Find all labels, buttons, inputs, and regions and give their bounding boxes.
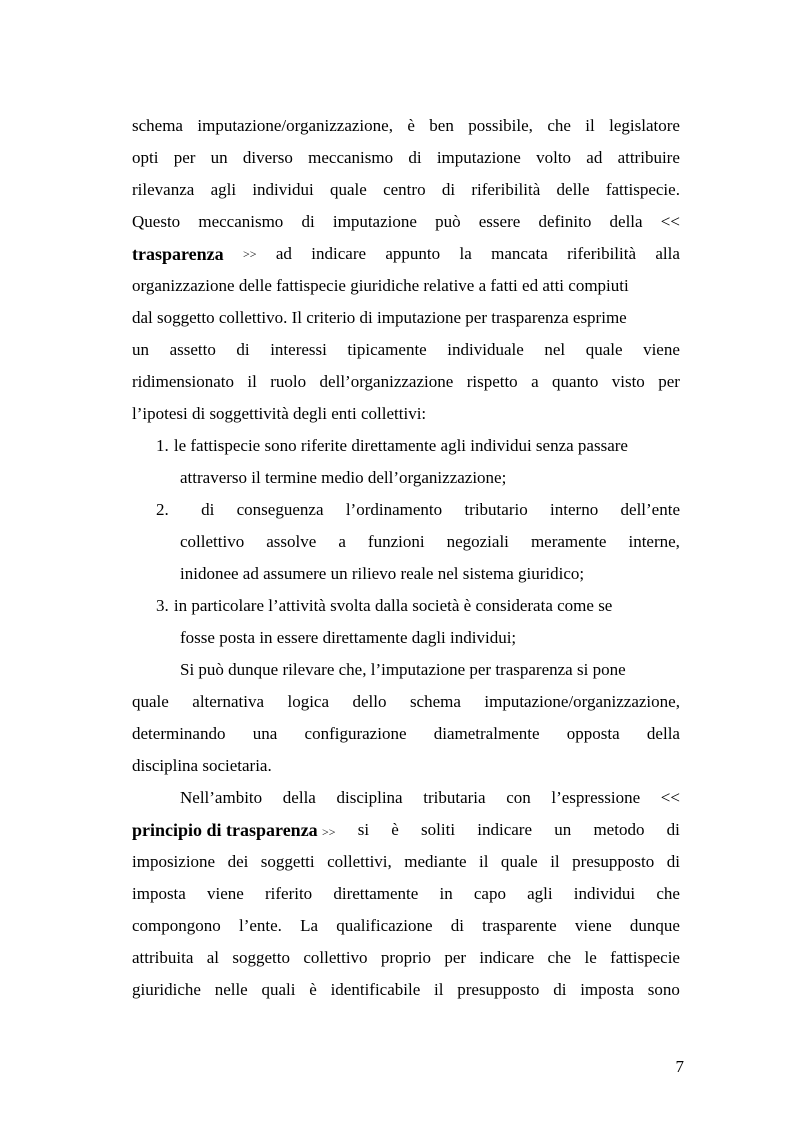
word: di <box>666 820 680 839</box>
text-line <box>132 526 680 558</box>
text-line <box>132 302 680 334</box>
word: per <box>658 372 680 391</box>
word: di <box>408 148 422 167</box>
list-number: 1. <box>156 436 169 455</box>
word: essere <box>478 212 521 231</box>
text-line <box>132 238 680 270</box>
word: di <box>441 180 456 199</box>
word: >> <box>321 825 336 839</box>
word: fattispecie. <box>605 180 680 199</box>
text-line <box>132 814 680 846</box>
word: attribuire <box>617 148 680 167</box>
word: assolve <box>266 532 317 551</box>
text-line <box>132 654 680 686</box>
text-line <box>132 462 680 494</box>
word: al <box>206 948 220 967</box>
word: l’ordinamento <box>345 500 443 519</box>
word: ben <box>429 116 454 135</box>
word: giuridiche <box>132 980 201 999</box>
word: ridimensionato <box>132 372 234 391</box>
word: dello <box>352 692 387 711</box>
word: conseguenza <box>236 500 324 519</box>
word: collettivo <box>303 948 368 967</box>
word: dell’organizzazione <box>319 372 454 391</box>
word: indicare <box>477 820 533 839</box>
word: una <box>252 724 278 743</box>
text-line <box>132 878 680 910</box>
word: proprio <box>380 948 431 967</box>
word: di <box>450 916 464 935</box>
word: collettivi, <box>327 852 392 871</box>
bold-term-group <box>132 814 335 846</box>
word: quale <box>500 852 538 871</box>
word: che <box>547 948 572 967</box>
text-line <box>132 206 680 238</box>
word: riferibilità <box>471 180 541 199</box>
text-line <box>132 398 680 430</box>
word: le fattispecie sono riferite direttamente agli individui senza passare <box>173 436 628 455</box>
word: ad <box>586 148 603 167</box>
word: mancata <box>491 244 548 263</box>
word: ad <box>275 244 292 263</box>
word: l’espressione <box>551 788 641 807</box>
text-line <box>132 142 680 174</box>
word: configurazione <box>304 724 407 743</box>
word: si <box>357 820 370 839</box>
word: che <box>656 884 680 903</box>
word: tributario <box>464 500 528 519</box>
word: soliti <box>421 820 456 839</box>
word: mediante <box>404 852 467 871</box>
word: rispetto <box>466 372 518 391</box>
word: in <box>439 884 453 903</box>
text-line <box>132 366 680 398</box>
word: un <box>132 340 149 359</box>
word: di <box>201 500 215 519</box>
paragraph-1 <box>132 110 680 430</box>
word: La <box>300 916 319 935</box>
text-line <box>132 334 680 366</box>
word: in particolare l’attività svolta dalla società è considerata come se <box>173 596 613 615</box>
word: presupposto <box>457 980 540 999</box>
word: un <box>554 820 572 839</box>
text-line <box>132 494 680 526</box>
word: la <box>459 244 472 263</box>
word: nel <box>544 340 566 359</box>
word: imposta <box>132 884 186 903</box>
word: alternativa <box>192 692 265 711</box>
text-line <box>132 974 680 1006</box>
word: direttamente <box>333 884 419 903</box>
text-line <box>132 430 680 462</box>
word: tributaria <box>423 788 486 807</box>
word: è <box>407 116 415 135</box>
word: principio di trasparenza <box>132 820 318 840</box>
word: dunque <box>629 916 680 935</box>
word: fosse posta in essere direttamente dagli individui; <box>180 628 517 647</box>
word: agli <box>210 180 237 199</box>
word: imposizione <box>132 852 216 871</box>
word: opti <box>132 148 159 167</box>
word: imputazione <box>436 148 521 167</box>
text-line <box>132 622 680 654</box>
word: compongono <box>132 916 221 935</box>
word: individui <box>573 884 636 903</box>
text-line <box>132 686 680 718</box>
word: dell’ente <box>620 500 680 519</box>
word: schema <box>409 692 461 711</box>
word: un <box>210 148 228 167</box>
word: individui <box>252 180 314 199</box>
word: centro <box>383 180 426 199</box>
word: negoziali <box>446 532 509 551</box>
word: soggetti <box>260 852 315 871</box>
word: attraverso il termine medio dell’organizzazione; <box>180 468 507 487</box>
word: quanto <box>552 372 599 391</box>
word: quale <box>330 180 367 199</box>
text-line <box>132 110 680 142</box>
word: assetto <box>169 340 216 359</box>
word: interessi <box>270 340 327 359</box>
word: capo <box>473 884 506 903</box>
word: Questo <box>132 212 181 231</box>
word: diverso <box>242 148 293 167</box>
word: fattispecie <box>610 948 680 967</box>
word: a <box>338 532 346 551</box>
word: rilevanza <box>132 180 195 199</box>
list-number: 3. <box>156 596 169 615</box>
word: quale <box>132 692 169 711</box>
text-line <box>132 910 680 942</box>
word: le <box>584 948 597 967</box>
word: meccanismo <box>308 148 394 167</box>
text-line <box>132 718 680 750</box>
word: di <box>301 212 315 231</box>
word: l’ipotesi di soggettività degli enti collettivi: <box>132 404 427 423</box>
word: Si può dunque rilevare che, l’imputazione per trasparenza si pone <box>180 660 626 679</box>
word: nelle <box>214 980 248 999</box>
word: ruolo <box>270 372 307 391</box>
word: di <box>553 980 567 999</box>
word: interne, <box>628 532 680 551</box>
word: imputazione/organizzazione, <box>197 116 393 135</box>
text-line <box>132 270 680 302</box>
word: volto <box>536 148 572 167</box>
text-line <box>132 846 680 878</box>
word: indicare <box>479 948 535 967</box>
word: identificabile <box>330 980 421 999</box>
word: trasparente <box>482 916 557 935</box>
word: definito <box>538 212 592 231</box>
word: soggetto <box>232 948 290 967</box>
list-number: 2. <box>156 500 169 519</box>
word: legislatore <box>609 116 680 135</box>
word: della <box>646 724 680 743</box>
word: della <box>609 212 643 231</box>
word: imputazione <box>332 212 417 231</box>
word: interno <box>550 500 599 519</box>
word: individuale <box>447 340 524 359</box>
word: per <box>444 948 467 967</box>
word: disciplina <box>336 788 403 807</box>
word: viene <box>574 916 612 935</box>
word: con <box>506 788 531 807</box>
text-line <box>132 174 680 206</box>
word: dal soggetto collettivo. Il criterio di imputazione per trasparenza esprime <box>132 308 627 327</box>
word: collettivo <box>180 532 245 551</box>
word: l’ente. <box>238 916 282 935</box>
numbered-list <box>132 430 680 654</box>
word: tipicamente <box>347 340 427 359</box>
page-body <box>132 110 680 1006</box>
word: attribuita <box>132 948 194 967</box>
word: imposta <box>580 980 635 999</box>
text-line <box>132 782 680 814</box>
word: il <box>247 372 257 391</box>
word: organizzazione delle fattispecie giuridiche relative a fatti ed atti compiuti <box>132 276 629 295</box>
word: diametralmente <box>433 724 540 743</box>
word: di <box>236 340 250 359</box>
paragraph-2 <box>132 654 680 782</box>
word: << <box>660 788 680 807</box>
text-line <box>132 750 680 782</box>
text-line <box>132 558 680 590</box>
word: riferibilità <box>567 244 637 263</box>
word: << <box>660 212 680 231</box>
word: può <box>435 212 461 231</box>
word: determinando <box>132 724 226 743</box>
word: imputazione/organizzazione, <box>484 692 680 711</box>
word: quali <box>261 980 296 999</box>
word: sono <box>647 980 680 999</box>
word: visto <box>611 372 645 391</box>
word: viene <box>643 340 680 359</box>
word: qualificazione <box>336 916 433 935</box>
word: alla <box>655 244 680 263</box>
page-number: 7 <box>675 1057 684 1076</box>
word: inidonee ad assumere un rilievo reale nel sistema giuridico; <box>180 564 585 583</box>
word: è <box>391 820 399 839</box>
word: schema <box>132 116 183 135</box>
word: di <box>666 852 680 871</box>
word: opposta <box>566 724 620 743</box>
word: agli <box>527 884 553 903</box>
word: indicare <box>311 244 367 263</box>
word: a <box>531 372 539 391</box>
word: trasparenza <box>132 244 224 264</box>
word: >> <box>243 247 257 261</box>
word: il <box>585 116 595 135</box>
word: della <box>282 788 316 807</box>
word: riferito <box>264 884 313 903</box>
word: Nell’ambito <box>180 788 263 807</box>
word: per <box>173 148 196 167</box>
word: quale <box>585 340 623 359</box>
word: possibile, <box>468 116 533 135</box>
word: il <box>550 852 560 871</box>
word: è <box>309 980 317 999</box>
word: il <box>479 852 489 871</box>
word: delle <box>556 180 590 199</box>
text-line <box>132 590 680 622</box>
paragraph-3 <box>132 782 680 1006</box>
word: metodo <box>593 820 645 839</box>
word: disciplina societaria. <box>132 756 272 775</box>
word: meccanismo <box>198 212 284 231</box>
word: meramente <box>530 532 607 551</box>
word: che <box>547 116 571 135</box>
word: viene <box>207 884 244 903</box>
text-line <box>132 942 680 974</box>
word: il <box>434 980 444 999</box>
word: appunto <box>385 244 441 263</box>
word: funzioni <box>367 532 425 551</box>
word: dei <box>227 852 249 871</box>
word: logica <box>287 692 330 711</box>
word: presupposto <box>572 852 655 871</box>
